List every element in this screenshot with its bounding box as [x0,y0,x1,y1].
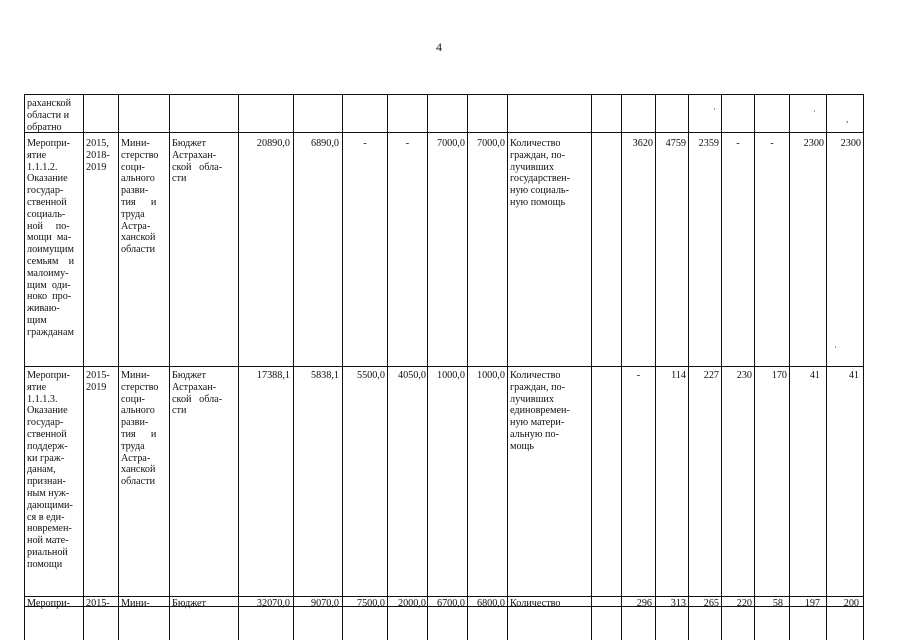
indicator-value-cell: 2300 [803,138,824,149]
total-cell: 32070,0 [256,598,290,609]
indicator-value-cell: 230 [736,370,752,381]
indicator-value-cell: 4759 [665,138,686,149]
year-funding-cell: 7000,0 [476,138,505,149]
executor-cell: Мини- стерство соци- ального разви- тия и труда Астра- ханской области [121,370,159,488]
scan-speck: , [846,114,849,124]
indicator-value-cell: 313 [670,598,686,609]
indicator-value-cell: 114 [671,370,686,381]
indicator-value-cell: 296 [636,598,652,609]
activity-cell: Меропри- ятие 1.1.1.2. Оказание государ- ственной социаль- ной по- мощи ма- лоимущим семьям и малоиму- щим оди- ноко про- живаю- щим гражданам [27,138,75,338]
indicator-value-cell: - [736,138,740,149]
year-funding-cell: 7500,0 [356,598,385,609]
scan-speck: · [834,342,837,352]
year-funding-cell: - [405,138,410,149]
year-funding-cell: 6800,0 [476,598,505,609]
indicator-value-cell: 220 [736,598,752,609]
indicator-value-cell: 2359 [698,138,719,149]
year-funding-cell: 4050,0 [397,370,426,381]
scan-speck: · [713,104,716,114]
total-cell: 17388,1 [256,370,290,381]
years-cell: 2015- 2019 [86,370,110,393]
indicator-value-cell: 265 [703,598,719,609]
page-number: 4 [436,40,442,54]
executor-cell: Мини- стерство соци- ального разви- тия и труда Астра- ханской области [121,138,159,256]
year-funding-cell: 1000,0 [436,370,465,381]
indicator-value-cell: 227 [703,370,719,381]
year-funding-cell: 5838,1 [310,370,339,381]
year-funding-cell: 7000,0 [436,138,465,149]
year-funding-cell: 5500,0 [356,370,385,381]
indicator-value-cell: 197 [804,598,820,609]
executor-cell: Мини- [121,598,150,609]
source-cell: Бюджет Астрахан- ской обла- сти [172,370,223,417]
year-funding-cell: - [363,138,367,149]
activity-cell: Меропри- ятие 1.1.1.3. Оказание государ- ственной поддерж- ки граж- данам, признан- ным нуж- дающими- ся в еди- новремен- ной мате- риальной помощи [27,370,73,570]
source-cell: Бюджет Астрахан- ской обла- сти [172,138,223,185]
year-funding-cell: 1000,0 [476,370,505,381]
indicator-value-cell: 200 [843,598,859,609]
indicator-cell: Количество граждан, по- лучивших государствен- ную социаль- ную помощь [510,138,570,208]
activity-cell: Меропри- [27,598,71,609]
source-cell: Бюджет [172,598,207,609]
continuation-activity: раханской области и обратно [27,98,72,133]
year-funding-cell: 9070,0 [310,598,339,609]
year-funding-cell: 6700,0 [436,598,465,609]
indicator-value-cell: 3620 [632,138,653,149]
indicator-value-cell: 41 [848,370,859,381]
indicator-value-cell: 58 [772,598,783,609]
years-cell: 2015- [86,598,110,609]
indicator-value-cell: 41 [809,370,820,381]
indicator-value-cell: 2300 [840,138,861,149]
scan-speck: · [813,106,816,116]
indicator-cell: Количество граждан, по- лучивших единовремен- ную матери- альную по- мощь [510,370,570,452]
year-funding-cell: 6890,0 [310,138,339,149]
indicator-value-cell: 170 [771,370,787,381]
indicator-value-cell: - [770,138,774,149]
total-cell: 20890,0 [256,138,290,149]
years-cell: 2015, 2018- 2019 [86,138,110,173]
year-funding-cell: 2000,0 [397,598,426,609]
indicator-value-cell: - [636,370,641,381]
indicator-cell: Количество [510,598,561,609]
